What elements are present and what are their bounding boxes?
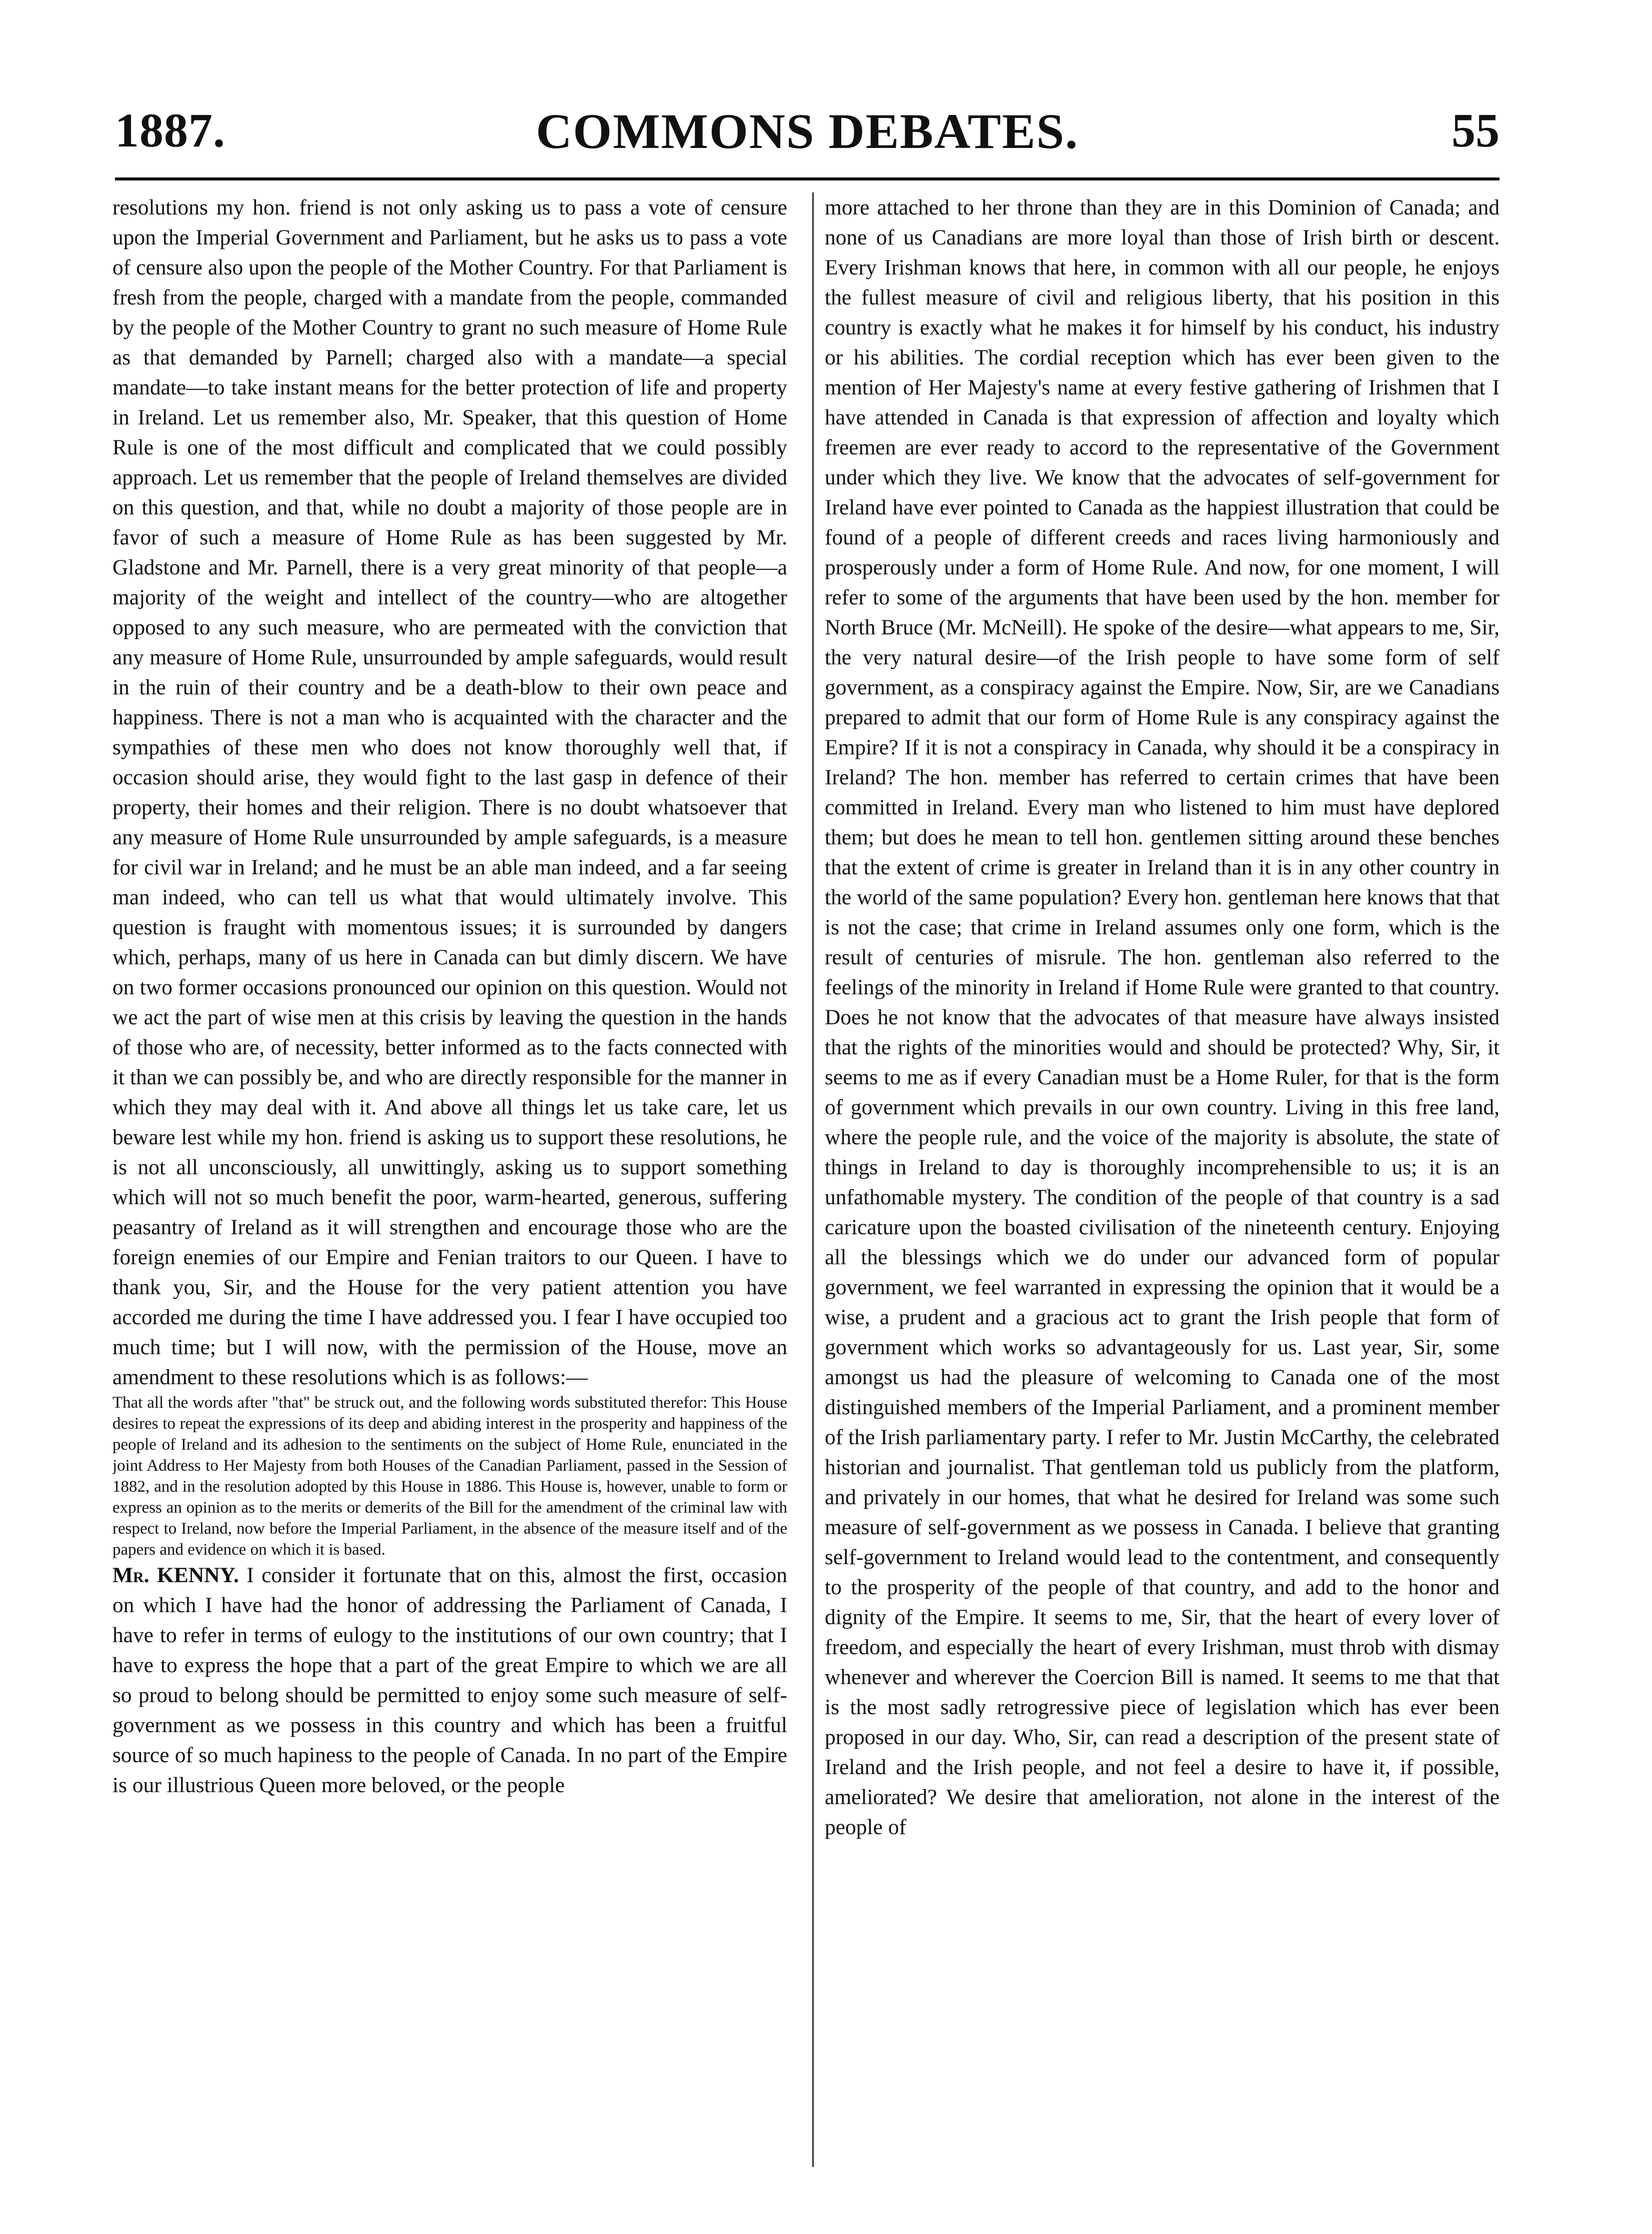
amendment-text: That all the words after "that" be struck out, and the following words substituted therefor: This House desires to repeat the expressions of its deep and abiding interest in the prosperity and happiness of the people of Ireland and its adhesion to the sentiments on the subject of Home Rule, enunciated in the joint Address to Her Majesty from both Houses of the Canadian Parliament, passed in the Session of 1882, and in the resolution adopted by this House in 1886. This House is, however, unable to form or express an opinion as to the merits or demerits of the Bill for the amendment of the criminal law with respect to Ireland, now before the Imperial Parliament, in the absence of the measure itself and of the papers and evidence on which it is based. — [112, 1394, 787, 1559]
right-paragraph-1: more attached to her throne than they are in this Dominion of Canada; and none of us Canadians are more loyal than those of Irish birth or descent. Every Irishman knows that here, in common with all our people, he enjoys the fullest measure of civil and religious liberty, that his position in this country is exactly what he makes it for himself by his conduct, his industry or his abilities. The cordial reception which has ever been given to the mention of Her Majesty's name at every festive gathering of Irishmen that I have attended in Canada is that expression of affection and loyalty which freemen are ever ready to accord to the representative of the Government under which they live. We know that the advocates of self-government for Ireland have ever pointed to Canada as the happiest illustration that could be found of a people of different creeds and races living harmoniously and prosperously under a form of Home Rule. And now, for one moment, I will refer to some of the arguments that have been used by the hon. member for North Bruce (Mr. McNeill). He spoke of the desire—what appears to me, Sir, the very natural desire—of the Irish people to have some form of self government, as a conspiracy against the Empire. Now, Sir, are we Canadians prepared to admit that our form of Home Rule is any conspiracy against the Empire? If it is not a conspiracy in Canada, why should it be a conspiracy in Ireland? The hon. member has referred to certain crimes that have been committed in Ireland. Every man who listened to him must have deplored them; but does he mean to tell hon. gentlemen sitting around these benches that the extent of crime is greater in Ireland than it is in any other country in the world of the same population? Every hon. gentleman here knows that that is not the case; that crime in Ireland assumes only one form, which is the result of centuries of misrule. The hon. gentleman also referred to the feelings of the minority in Ireland if Home Rule were granted to that country. Does he not know that the advocates of that measure have always insisted that the rights of the minorities would and should be protected? Why, Sir, it seems to me as if every Canadian must be a Home Ruler, for that is the form of government which prevails in our own country. Living in this free land, where the people rule, and the voice of the majority is absolute, the state of things in Ireland to day is thoroughly incomprehensible to us; it is an unfathomable mystery. The condition of the people of that country is a sad caricature upon the boasted civilisation of the nineteenth century. Enjoying all the blessings which we do under our advanced form of popular government, we feel warranted in expressing the opinion that it would be a wise, a prudent and a gracious act to grant the Irish people that form of government which works so advantageously for us. Last year, Sir, some amongst us had the pleasure of welcoming to Canada one of the most distinguished members of the Imperial Parliament, and a prominent member of the Irish parliamentary party. I refer to Mr. Justin McCarthy, the celebrated historian and journalist. That gentleman told us publicly from the platform, and privately in our homes, that what he desired for Ireland was some such measure of self-government as we possess in Canada. I believe that granting self-government to Ireland would lead to the contentment, and consequently to the prosperity of the people of that country, and add to the honor and dignity of the Empire. It seems to me, Sir, that the heart of every lover of freedom, and especially the heart of every Irishman, must throb with dismay whenever and wherever the Coercion Bill is named. It seems to me that that is the most sadly retrogressive piece of legislation which has ever been proposed in our day. Who, Sir, can read a description of the present state of Ireland and the Irish people, and not feel a desire to have it, if possible, ameliorated? We desire that amelioration, not alone in the interest of the people of — [825, 195, 1500, 1839]
speech-text: I consider it fortunate that on this, almost the first, occasion on which I have had the honor of addressing the Parliament of Canada, I have to refer in terms of eulogy to the institutions of our own country; that I have to express the hope that a part of the great Empire to which we are all so proud to belong should be permitted to enjoy some such measure of self-government as we possess in this country and which has been a fruitful source of so much hapiness to the people of Canada. In no part of the Empire is our illustrious Queen more beloved, or the people — [112, 1563, 787, 1797]
header-year: 1887. — [115, 103, 225, 157]
left-column — [112, 192, 787, 2192]
header-title: COMMONS DEBATES. — [536, 103, 1079, 159]
header-rule — [115, 177, 1500, 180]
left-paragraph-2 — [112, 1560, 787, 1800]
speaker-name: Mr. KENNY. — [112, 1563, 239, 1587]
page-header — [115, 102, 1500, 167]
left-paragraph-1: resolutions my hon. friend is not only asking us to pass a vote of censure upon the Imperial Government and Parliament, but he asks us to pass a vote of censure also upon the people of the Mother Country. For that Parliament is fresh from the people, charged with a mandate from the people, commanded by the people of the Mother Country to grant no such measure of Home Rule as that demanded by Parnell; charged also with a mandate—a special mandate—to take instant means for the better protection of life and property in Ireland. Let us remember also, Mr. Speaker, that this question of Home Rule is one of the most difficult and complicated that we could possibly approach. Let us remember that the people of Ireland themselves are divided on this question, and that, while no doubt a majority of those people are in favor of such a measure of Home Rule as has been suggested by Mr. Gladstone and Mr. Parnell, there is a very great minority of that people—a majority of the weight and intellect of the country—who are altogether opposed to any such measure, who are permeated with the conviction that any measure of Home Rule, unsurrounded by ample safeguards, would result in the ruin of their country and be a death-blow to their own peace and happiness. There is not a man who is acquainted with the character and the sympathies of these men who does not know thoroughly well that, if occasion should arise, they would fight to the last gasp in defence of their property, their homes and their religion. There is no doubt whatsoever that any measure of Home Rule unsurrounded by ample safeguards, is a measure for civil war in Ireland; and he must be an able man indeed, and a far seeing man indeed, who can tell us what that would ultimately involve. This question is fraught with momentous issues; it is surrounded by dangers which, perhaps, many of us here in Canada can but dimly discern. We have on two former occasions pronounced our opinion on this question. Would not we act the part of wise men at this crisis by leaving the question in the hands of those who are, of necessity, better informed as to the facts connected with it than we can possibly be, and who are directly responsible for the manner in which they may deal with it. And above all things let us take care, let us beware lest while my hon. friend is asking us to support these resolutions, he is not all unconsciously, all unwittingly, asking us to support something which will not so much benefit the poor, warm-hearted, generous, suffering peasantry of Ireland as it will strengthen and encourage those who are the foreign enemies of our Empire and Fenian traitors to our Queen. I have to thank you, Sir, and the House for the very patient attention you have accorded me during the time I have addressed you. I fear I have occupied too much time; but I will now, with the permission of the House, move an amendment to these resolutions which is as follows:— — [112, 195, 787, 1389]
column-divider — [812, 192, 814, 2167]
right-column — [825, 192, 1500, 2192]
page-number: 55 — [1452, 103, 1500, 157]
